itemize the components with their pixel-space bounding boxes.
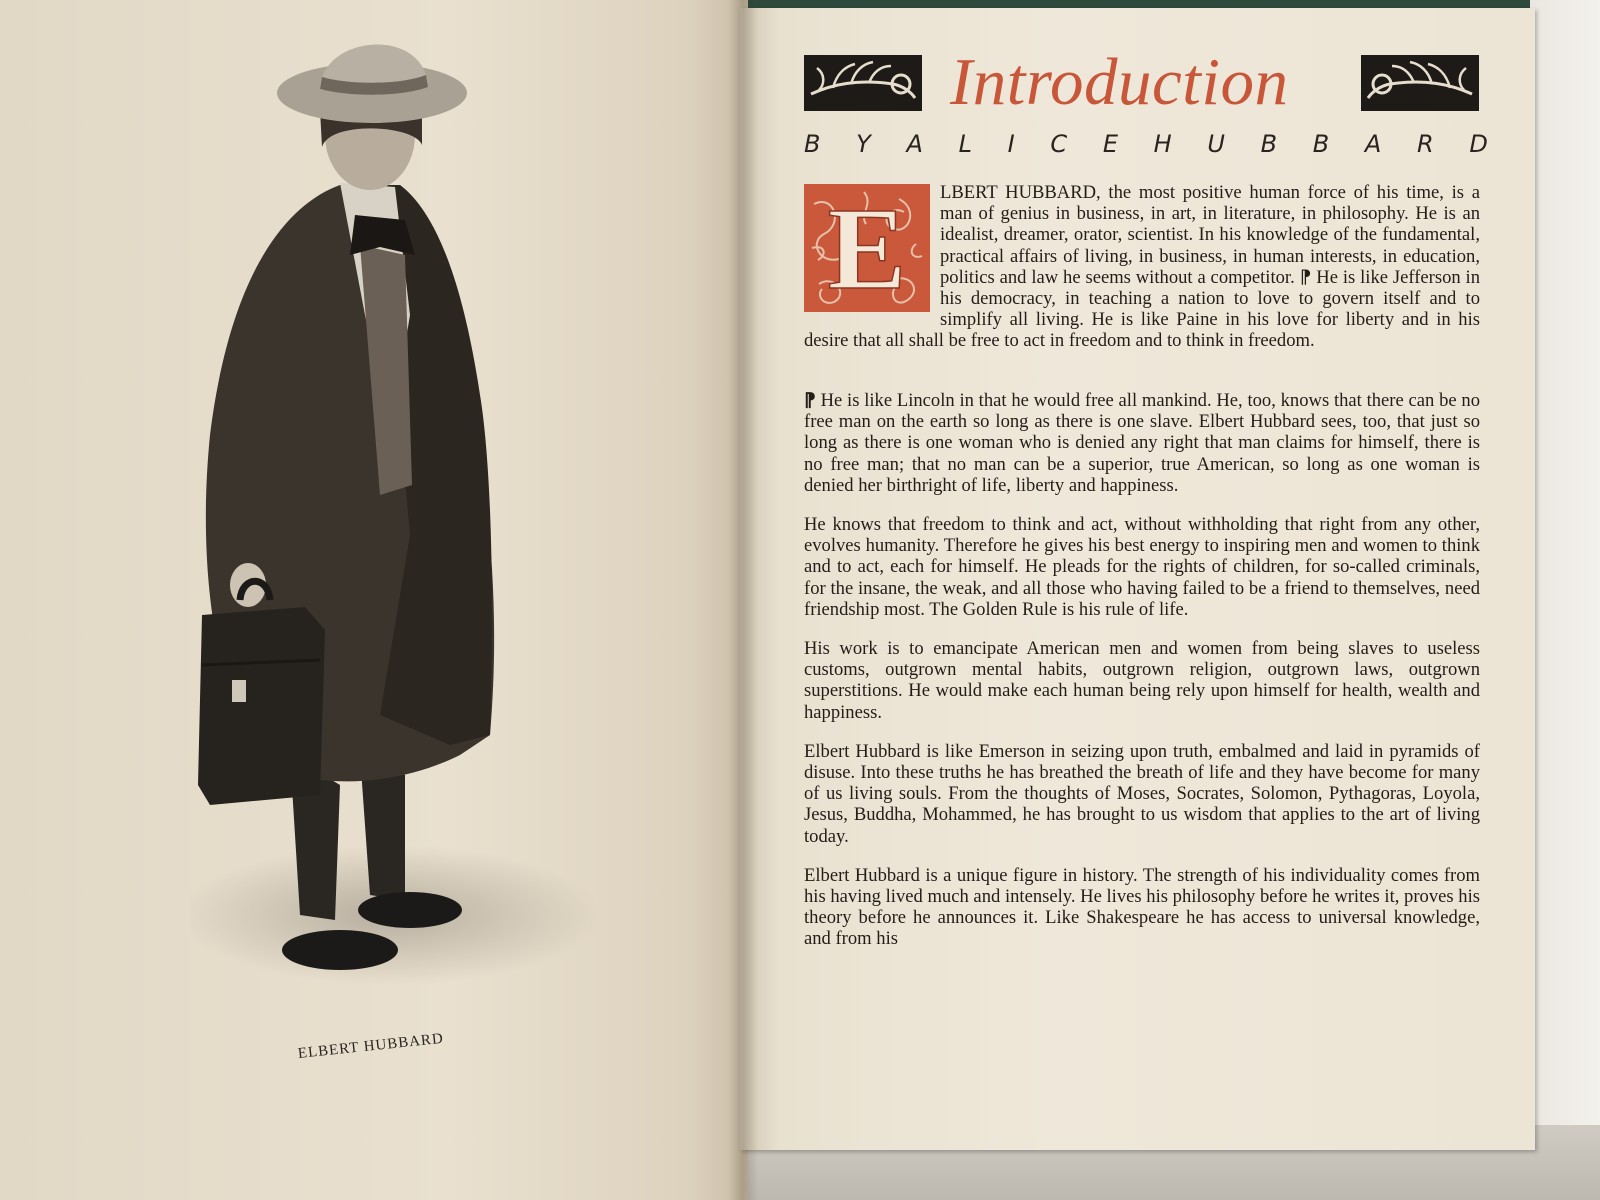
portrait-photo: [190, 15, 610, 995]
byline-letter: U: [1207, 130, 1225, 158]
photo-caption: ELBERT HUBBARD: [297, 1030, 445, 1062]
byline-letter: A: [906, 130, 923, 158]
byline-letter: B: [1312, 130, 1330, 158]
byline-letter: H: [1153, 130, 1172, 158]
paragraph: [804, 741, 1480, 847]
paragraph-text: His work is to emancipate American men and women from being slaves to useless customs, outgrown mental habits, outgrown religion, outgrown laws, outgrown superstitions. He would make each human being rely upon himself for health, wealth and happiness.: [804, 638, 1480, 723]
introduction-text: [804, 182, 1480, 968]
paragraph: [804, 638, 1480, 723]
decorated-dropcap: [804, 184, 930, 312]
paragraph-mark: ⁋: [804, 390, 816, 411]
paragraph: [804, 390, 1480, 496]
paragraph: [804, 865, 1480, 950]
left-page: [0, 0, 748, 1200]
paragraph: [804, 182, 1480, 372]
book-gutter-shadow: [728, 0, 758, 1200]
byline-letter: B: [1260, 130, 1278, 158]
byline-letter: Y: [856, 130, 871, 158]
paragraph-text: LBERT HUBBARD, the most positive human force of his time, is a man of genius in business, in art, in literature, in philosophy. He is an idealist, dreamer, orator, scientist. In his knowledge of the fundamental, practical affairs of living, in business, in human interests, in education, politics and law he seems without a competitor. ⁋ He is like Jefferson in his democracy, in teaching a nation to love to govern itself and to simplify all living. He is like Paine in his love for liberty and in his desire that all shall be free to act in freedom and to think in freedom.: [804, 182, 1480, 352]
byline-letter: L: [958, 130, 972, 158]
paragraph: [804, 514, 1480, 620]
byline-letter: B: [804, 130, 821, 158]
leaf-ornament-icon: [1360, 54, 1480, 112]
byline-letter: R: [1417, 130, 1434, 158]
paragraph-text: He knows that freedom to think and act, without withholding that right from any other, evolves humanity. Therefore he gives his best energy to inspiring men and women to think and to act, each for himself. He pleads for the rights of children, for so-called criminals, for the insane, the weak, and all those who having failed to be a friend to themselves, need friendship most. The Golden Rule is his rule of life.: [804, 514, 1480, 620]
leaf-ornament-icon: [803, 54, 923, 112]
paragraph-text: Elbert Hubbard is a unique figure in history. The strength of his individuality comes from his having lived much and intensely. He lives his philosophy before he writes it, proves his theory before he announces it. Like Shakespeare he has access to universal knowledge, and from his: [804, 864, 1480, 950]
author-byline: [804, 130, 1488, 158]
byline-letter: E: [1102, 130, 1118, 158]
byline-letter: D: [1469, 130, 1488, 158]
paragraph-text: He is like Lincoln in that he would free all mankind. He, too, knows that there can be no free man on the earth so long as there is one slave. Elbert Hubbard sees, too, that just so long as there is one woman who is denied any right that man claims for himself, there is no free man; that no man can be a superior, true American, so long as one woman is denied her birthright of life, liberty and happiness.: [804, 390, 1480, 496]
byline-letter: C: [1050, 130, 1068, 158]
dropcap-letter: E: [827, 184, 907, 312]
byline-letter: A: [1364, 130, 1382, 158]
page-title: Introduction: [950, 45, 1289, 119]
paragraph-text: Elbert Hubbard is like Emerson in seizing upon truth, embalmed and laid in pyramids of disuse. Into these truths he has breathed the breath of life and they have become for many of us living souls. From the thoughts of Moses, Socrates, Solomon, Pythagoras, Loyola, Jesus, Buddha, Mohammed, he has brought to us wisdom that applies to the art of living today.: [804, 740, 1480, 847]
byline-letter: I: [1007, 130, 1015, 158]
